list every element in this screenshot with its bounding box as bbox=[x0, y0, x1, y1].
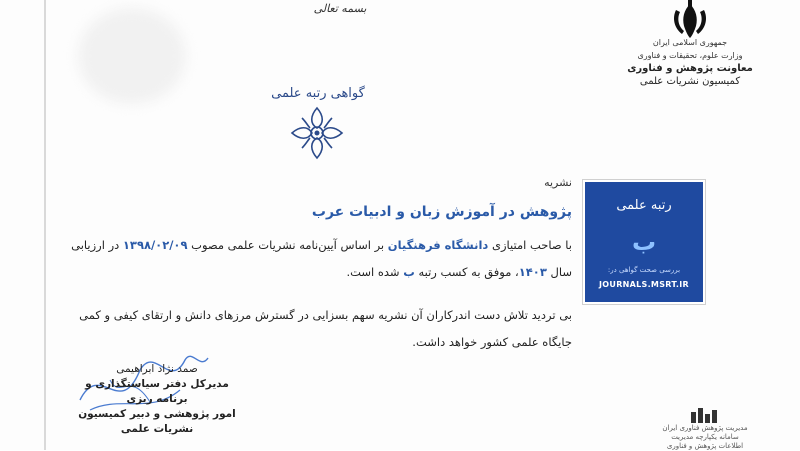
rank-card-url-link[interactable]: JOURNALS.MSRT.IR bbox=[599, 280, 689, 289]
footer-caption-line-3: اطلاعات پژوهش و فناوری bbox=[666, 442, 744, 450]
footer-caption-line-2: سامانه یکپارچه مدیریت bbox=[671, 433, 739, 441]
p1-text-c: در ارزیابی سال bbox=[71, 238, 572, 279]
org-deputy: معاونت پژوهش و فناوری bbox=[627, 63, 753, 74]
rank-card-title: رتبه علمی bbox=[616, 198, 672, 213]
signatory-role-line-1: مدیرکل دفتر سیاستگذاری و برنامه ریزی bbox=[85, 378, 229, 405]
label-journal: نشریه bbox=[544, 176, 572, 189]
rank-card bbox=[585, 182, 703, 302]
signatory-name: صمد نژاد ابراهیمی bbox=[116, 363, 198, 375]
org-commission: کمیسیون نشریات علمی bbox=[639, 76, 741, 87]
p1-evaluation-year: ۱۴۰۳ bbox=[518, 265, 547, 279]
signatory-role-line-2: امور پژوهشی و دبیر کمیسیون bbox=[78, 408, 236, 420]
certificate-title: گواهی رتبه علمی bbox=[271, 86, 365, 101]
blurred-area bbox=[78, 8, 186, 104]
p1-university: دانشگاه فرهنگیان bbox=[387, 238, 489, 252]
rank-card-grade: ب bbox=[631, 228, 657, 256]
signature-block bbox=[72, 362, 242, 437]
rank-card-verify-text: بررسی صحت گواهی در: bbox=[607, 266, 681, 274]
ornament-icon bbox=[286, 104, 348, 162]
issuing-organization bbox=[620, 36, 760, 88]
footer-caption-line-1: مدیریت پژوهش فناوری ایران bbox=[662, 424, 748, 432]
signatory-role-line-3: نشریات علمی bbox=[120, 423, 194, 435]
page-edge-line bbox=[44, 0, 46, 450]
p1-text-e: شده است. bbox=[346, 265, 404, 279]
footer-logo-icon bbox=[690, 406, 718, 424]
journal-name: پژوهش در آموزش زبان و ادبیات عرب bbox=[311, 204, 572, 220]
certificate-body-paragraph-1 bbox=[60, 232, 572, 286]
p1-text-a: با صاحب امتیازی bbox=[488, 238, 572, 252]
basmala-header: بسمه تعالی bbox=[313, 2, 367, 15]
certificate-body-paragraph-2: بی تردید تلاش دست اندرکاران آن نشریه سهم بسزایی در گسترش مرزهای دانش و ارتقای کیفی و کمی جایگاه علمی کشور خواهد داشت. bbox=[79, 308, 572, 349]
p1-approval-date: ۱۳۹۸/۰۲/۰۹ bbox=[122, 238, 188, 252]
footer-caption bbox=[630, 424, 780, 451]
org-republic: جمهوری اسلامی ایران bbox=[652, 38, 728, 47]
p1-grade: ب bbox=[403, 265, 415, 279]
org-ministry: وزارت علوم، تحقیقات و فناوری bbox=[637, 51, 743, 60]
p1-text-d: ، موفق به کسب رتبه bbox=[414, 265, 519, 279]
p1-text-b: بر اساس آیین‌نامه نشریات علمی مصوب bbox=[187, 238, 388, 252]
